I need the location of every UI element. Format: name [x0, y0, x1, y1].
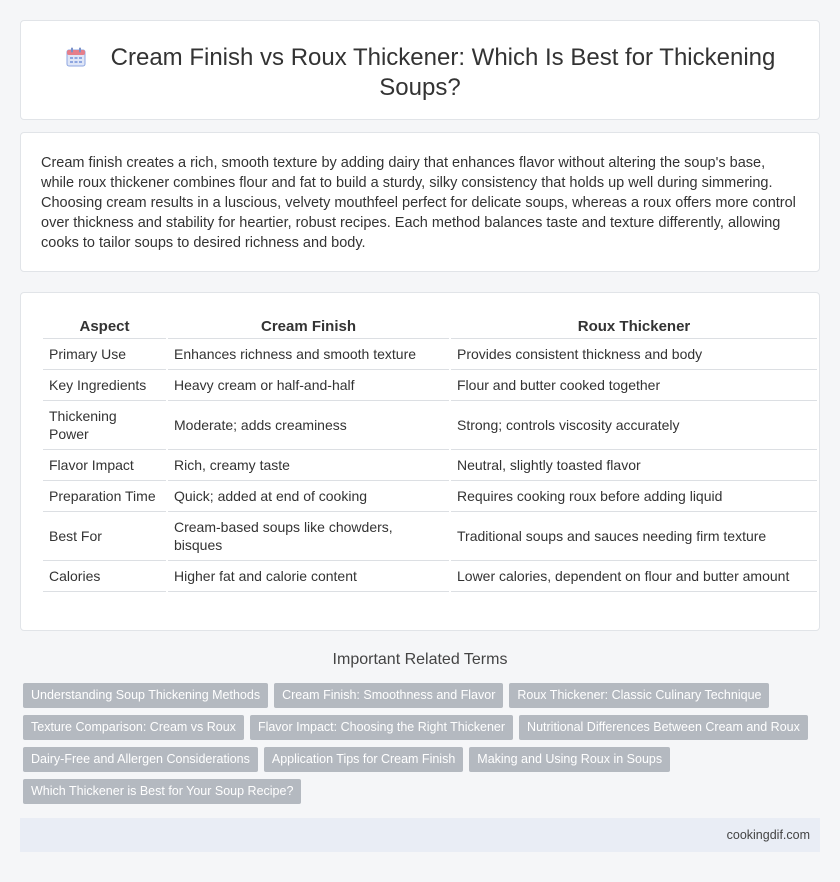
related-term-tag[interactable]: Which Thickener is Best for Your Soup Recipe?: [23, 779, 301, 804]
roux-cell: Traditional soups and sauces needing firm texture: [451, 512, 817, 561]
roux-cell: Flour and butter cooked together: [451, 370, 817, 401]
calendar-icon: [65, 46, 87, 68]
roux-cell: Requires cooking roux before adding liquid: [451, 481, 817, 512]
related-term-tag[interactable]: Roux Thickener: Classic Culinary Technique: [509, 683, 769, 708]
aspect-cell: Flavor Impact: [43, 450, 166, 481]
cream-cell: Quick; added at end of cooking: [168, 481, 449, 512]
aspect-cell: Best For: [43, 512, 166, 561]
table-row: [43, 481, 817, 512]
related-term-tag[interactable]: Nutritional Differences Between Cream and Roux: [519, 715, 808, 740]
table-row: [43, 370, 817, 401]
cream-cell: Heavy cream or half-and-half: [168, 370, 449, 401]
roux-cell: Provides consistent thickness and body: [451, 339, 817, 370]
table-row: [43, 401, 817, 450]
table-row: [43, 512, 817, 561]
intro-card: [20, 132, 820, 272]
cream-cell: Cream-based soups like chowders, bisques: [168, 512, 449, 561]
page-title-row: [21, 43, 819, 103]
related-term-tag[interactable]: Flavor Impact: Choosing the Right Thickener: [250, 715, 513, 740]
related-term-tag[interactable]: Dairy-Free and Allergen Considerations: [23, 747, 258, 772]
footer-site-link[interactable]: cookingdif.com: [726, 828, 810, 842]
footer: [20, 818, 820, 852]
table-row: [43, 561, 817, 592]
related-terms-title: Important Related Terms: [332, 651, 508, 668]
header-aspect: Aspect: [43, 313, 166, 339]
related-term-tag[interactable]: Understanding Soup Thickening Methods: [23, 683, 268, 708]
roux-cell: Lower calories, dependent on flour and butter amount: [451, 561, 817, 592]
related-term-tag[interactable]: Application Tips for Cream Finish: [264, 747, 463, 772]
roux-cell: Neutral, slightly toasted flavor: [451, 450, 817, 481]
cream-cell: Enhances richness and smooth texture: [168, 339, 449, 370]
comparison-table: [41, 313, 819, 592]
related-term-tag[interactable]: Making and Using Roux in Soups: [469, 747, 670, 772]
related-term-tag[interactable]: Cream Finish: Smoothness and Flavor: [274, 683, 503, 708]
title-card: [20, 20, 820, 120]
table-row: [43, 450, 817, 481]
related-terms-list: [23, 683, 813, 804]
comparison-card: [20, 292, 820, 631]
aspect-cell: Calories: [43, 561, 166, 592]
roux-cell: Strong; controls viscosity accurately: [451, 401, 817, 450]
page-title: Cream Finish vs Roux Thickener: Which Is Best for Thickening Soups?: [110, 44, 776, 101]
aspect-cell: Key Ingredients: [43, 370, 166, 401]
aspect-cell: Primary Use: [43, 339, 166, 370]
cream-cell: Rich, creamy taste: [168, 450, 449, 481]
header-roux-thickener: Roux Thickener: [451, 313, 817, 339]
cream-cell: Moderate; adds creaminess: [168, 401, 449, 450]
table-header-row: [43, 313, 817, 339]
cream-cell: Higher fat and calorie content: [168, 561, 449, 592]
header-cream-finish: Cream Finish: [168, 313, 449, 339]
aspect-cell: Thickening Power: [43, 401, 166, 450]
intro-paragraph: Cream finish creates a rich, smooth texture by adding dairy that enhances flavor without altering the soup's base, while roux thickener combines flour and fat to build a sturdy, silky consistency that holds up well during simmering. Choosing cream results in a luscious, velvety mouthfeel perfect for delicate soups, whereas a roux offers more control over thickness and stability for heartier, robust recipes. Each method balances taste and texture differently, allowing cooks to tailor soups to desired richness and body.: [41, 155, 796, 251]
table-row: [43, 339, 817, 370]
aspect-cell: Preparation Time: [43, 481, 166, 512]
related-term-tag[interactable]: Texture Comparison: Cream vs Roux: [23, 715, 244, 740]
